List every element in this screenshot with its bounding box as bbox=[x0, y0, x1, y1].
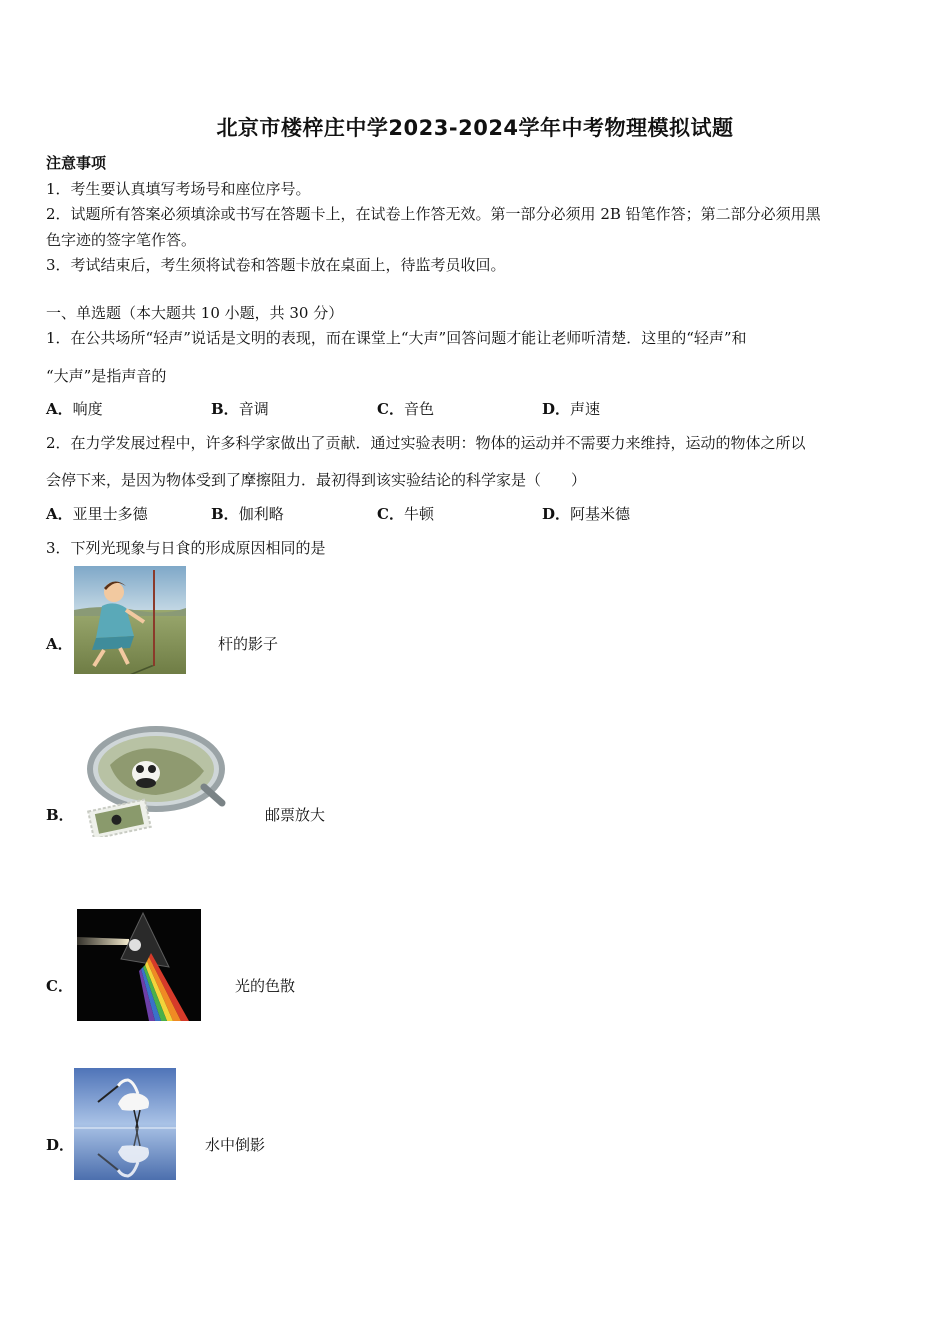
prism-dispersion-image bbox=[77, 909, 201, 1021]
notice-item: 色字迹的签字笔作答。 bbox=[46, 231, 197, 249]
q3-option-a-letter: A． bbox=[46, 635, 73, 653]
document-title: 北京市楼梓庄中学2023-2024学年中考物理模拟试题 bbox=[216, 116, 734, 140]
q2-option-b: B．伽利略 bbox=[211, 505, 284, 523]
pole-shadow-image bbox=[74, 566, 186, 674]
q3-option-d-text: 水中倒影 bbox=[205, 1136, 266, 1154]
notice-item: 1．考生要认真填写考场号和座位序号。 bbox=[46, 180, 311, 198]
q2-option-d: D．阿基米德 bbox=[542, 505, 631, 523]
q1-option-b: B．音调 bbox=[211, 400, 269, 418]
q3-option-b-letter: B． bbox=[46, 806, 74, 824]
notice-item: 2．试题所有答案必须填涂或书写在答题卡上，在试卷上作答无效。第一部分必须用 2B 铅笔作答；第二部分必须用黑 bbox=[46, 205, 821, 223]
question-1-stem-cont: “大声”是指声音的 bbox=[46, 367, 167, 385]
q2-option-a: A．亚里士多德 bbox=[46, 505, 148, 523]
question-2-stem-cont: 会停下来，是因为物体受到了摩擦阻力．最初得到该实验结论的科学家是（ ） bbox=[46, 471, 587, 489]
q3-option-d-letter: D． bbox=[46, 1136, 75, 1154]
water-reflection-image bbox=[74, 1068, 176, 1180]
q1-option-c: C．音色 bbox=[377, 400, 434, 418]
notice-item: 3．考试结束后，考生须将试卷和答题卡放在桌面上，待监考员收回。 bbox=[46, 256, 506, 274]
q1-option-a: A．响度 bbox=[46, 400, 103, 418]
q3-option-c-letter: C． bbox=[46, 977, 73, 995]
q3-option-b-text: 邮票放大 bbox=[265, 806, 326, 824]
question-2-stem: 2．在力学发展过程中，许多科学家做出了贡献．通过实验表明：物体的运动并不需要力来维持，运动的物体之所以 bbox=[46, 434, 806, 452]
notice-heading: 注意事项 bbox=[46, 154, 107, 172]
q3-option-c-text: 光的色散 bbox=[235, 977, 296, 995]
question-1-stem: 1．在公共场所“轻声”说话是文明的表现，而在课堂上“大声”回答问题才能让老师听清楚．这里的“轻声”和 bbox=[46, 329, 747, 347]
q3-option-a-text: 杆的影子 bbox=[218, 635, 279, 653]
question-3-stem: 3．下列光现象与日食的形成原因相同的是 bbox=[46, 539, 326, 557]
q2-option-c: C．牛顿 bbox=[377, 505, 434, 523]
q1-option-d: D．声速 bbox=[542, 400, 601, 418]
section-heading: 一、单选题（本大题共 10 小题，共 30 分） bbox=[46, 304, 344, 322]
magnified-stamp-image bbox=[80, 725, 230, 837]
